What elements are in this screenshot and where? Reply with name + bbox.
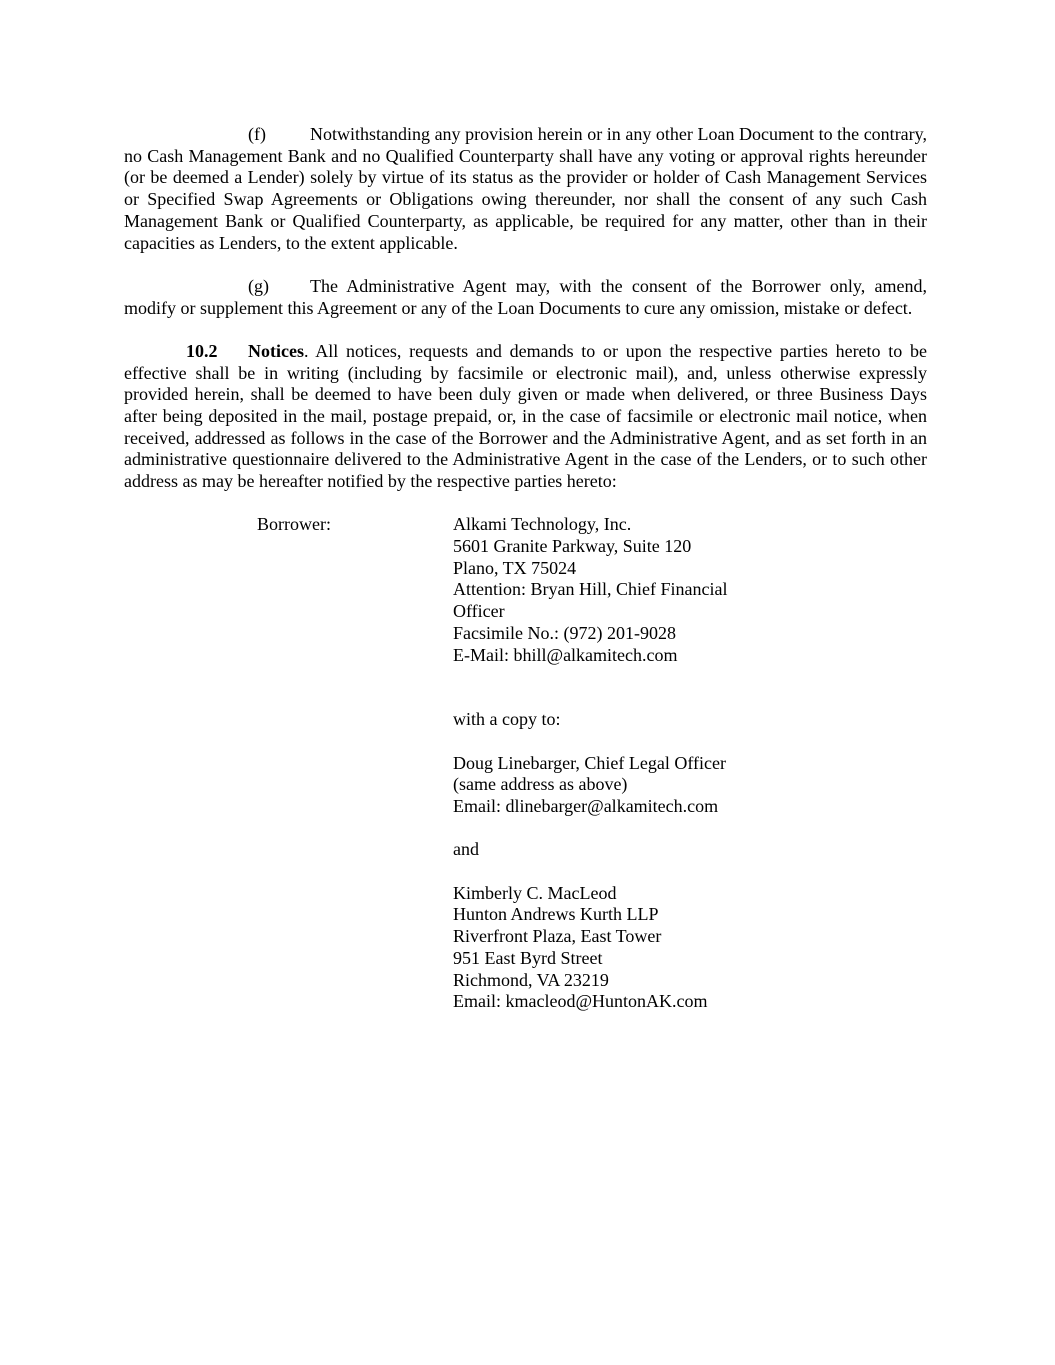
section-g-marker: (g) xyxy=(248,275,269,296)
copy-address-line: Email: kmacleod@HuntonAK.com xyxy=(453,991,708,1012)
document-page xyxy=(124,124,927,1013)
address-line: Plano, TX 75024 xyxy=(453,557,577,578)
borrower-label: Borrower: xyxy=(257,514,331,535)
address-line: E-Mail: bhill@alkamitech.com xyxy=(453,644,678,665)
copy-address-line: Doug Linebarger, Chief Legal Officer xyxy=(453,752,727,773)
copy-to-label: with a copy to: xyxy=(453,709,561,730)
section-g-paragraph xyxy=(124,276,927,319)
section-f-marker: (f) xyxy=(248,124,266,144)
notice-address-block xyxy=(257,514,927,1013)
borrower-address xyxy=(453,514,753,1013)
copy-address-line: Richmond, VA 23219 xyxy=(453,969,609,990)
borrower-notice-row xyxy=(257,514,927,1013)
address-line: Alkami Technology, Inc. xyxy=(453,514,632,535)
section-f-paragraph xyxy=(124,124,927,254)
copy-address-line: 951 East Byrd Street xyxy=(453,947,603,968)
copy-address-line: Hunton Andrews Kurth LLP xyxy=(453,904,659,925)
section-f-text: Notwithstanding any provision herein or in any other Loan Document to the contrary, no Cash Management Bank and no Qualified Counterparty shall have any voting or approval rights hereunder (or be deemed a Lender) solely by virtue of its status as the provider or holder of Cash Management Services or Specified Swap Agreements or Obligations owing thereunder, nor shall the consent of any such Cash Management Bank or Qualified Counterparty, as applicable, be required for any matter, other than in their capacities as Lenders, to the extent applicable. xyxy=(124,124,927,253)
section-g-text: The Administrative Agent may, with the consent of the Borrower only, amend, modify or supplement this Agreement or any of the Loan Documents to cure any omission, mistake or defect. xyxy=(124,275,927,318)
section-10-2-number: 10.2 xyxy=(186,340,218,361)
address-line: Facsimile No.: (972) 201-9028 xyxy=(453,622,676,643)
and-conjunction: and xyxy=(453,839,479,860)
address-line: Attention: Bryan Hill, Chief Financial xyxy=(453,579,728,600)
copy-address-line: (same address as above) xyxy=(453,774,628,795)
address-line: 5601 Granite Parkway, Suite 120 xyxy=(453,536,692,557)
copy-address-line: Kimberly C. MacLeod xyxy=(453,882,617,903)
section-10-2-paragraph xyxy=(124,341,927,493)
address-line: Officer xyxy=(453,601,505,622)
copy-address-line: Email: dlinebarger@alkamitech.com xyxy=(453,796,719,817)
section-10-2-heading: Notices xyxy=(248,340,304,361)
section-10-2-text: . All notices, requests and demands to or upon the respective parties hereto to be effective shall be in writing (including by facsimile or electronic mail), and, unless otherwise expressly provided herein, shall be deemed to have been duly given or made when delivered, or three Business Days after being deposited in the mail, postage prepaid, or, in the case of facsimile or electronic mail notice, when received, addressed as follows in the case of the Borrower and the Administrative Agent, and as set forth in an administrative questionnaire delivered to the Administrative Agent in the case of the Lenders, or to such other address as may be hereafter notified by the respective parties hereto: xyxy=(124,340,927,492)
copy-address-line: Riverfront Plaza, East Tower xyxy=(453,926,662,947)
